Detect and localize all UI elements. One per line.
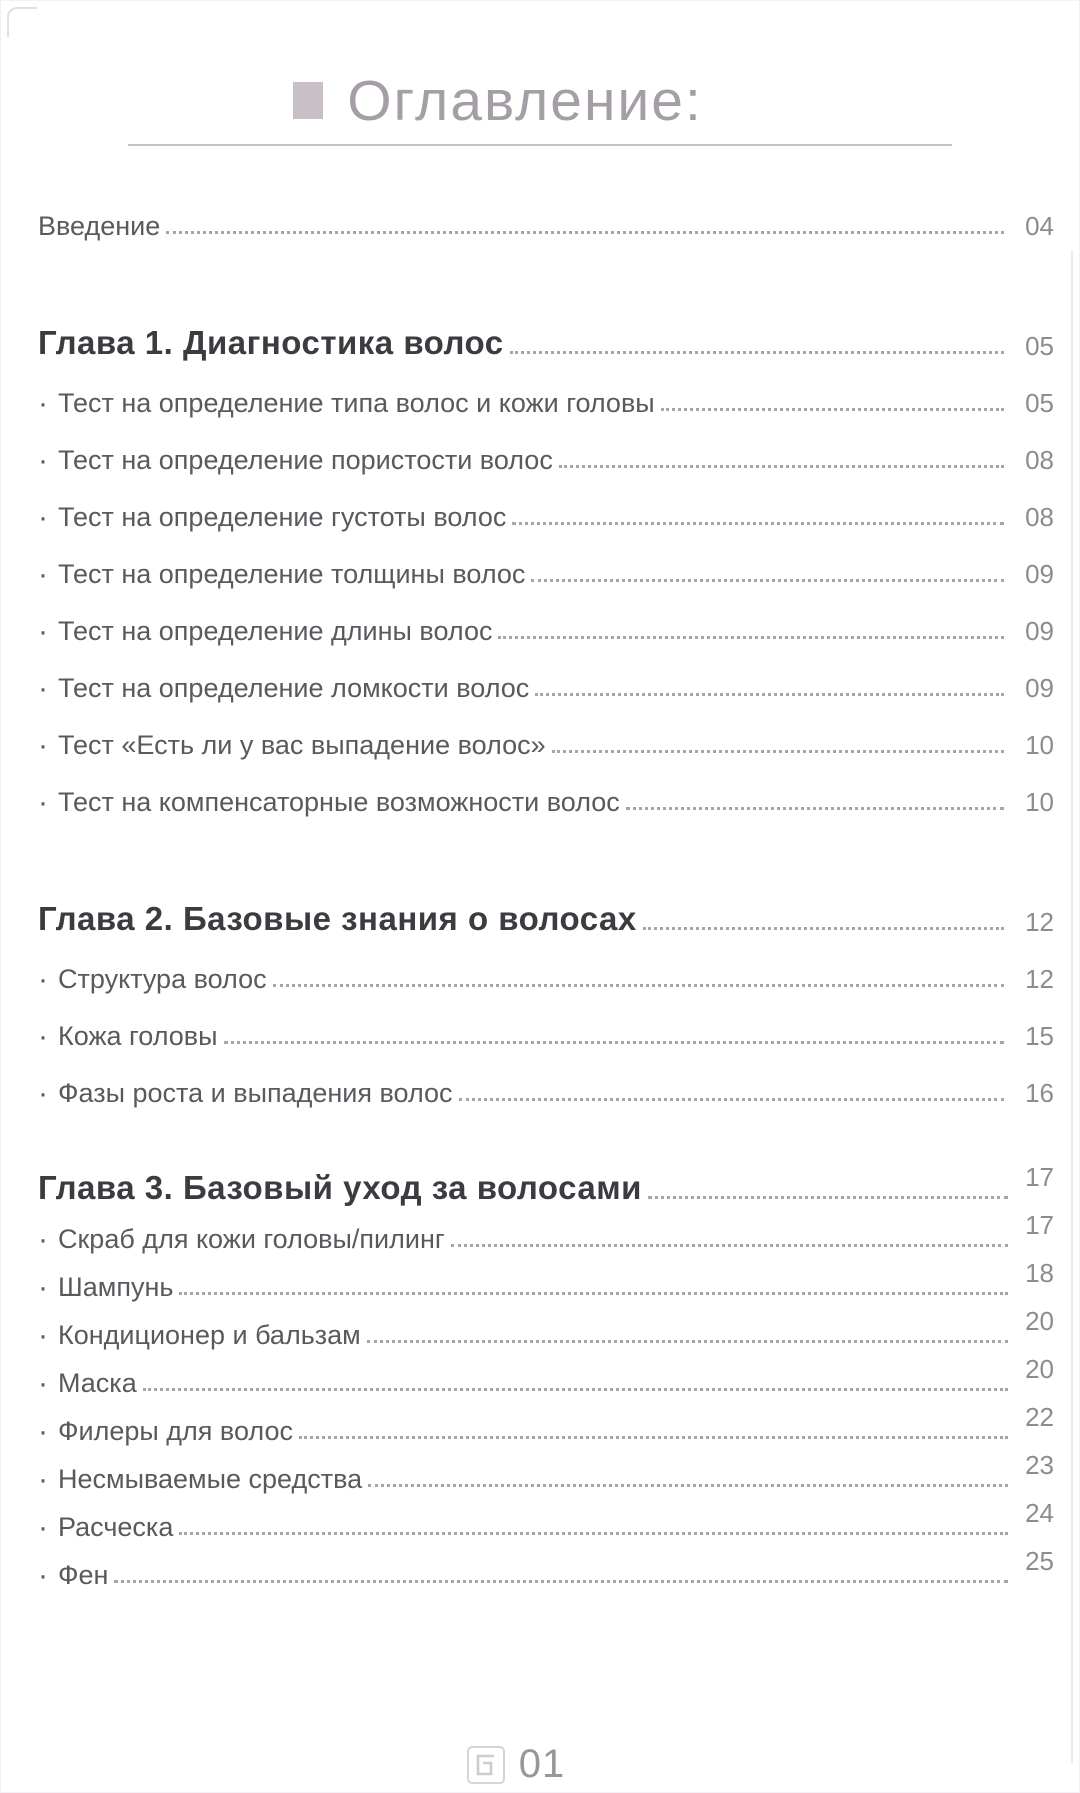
toc-item-label: Маска (58, 1368, 137, 1398)
toc-item-page: 10 (1025, 730, 1054, 760)
bullet-dot-icon: · (38, 786, 48, 819)
section-page: 05 (1025, 331, 1054, 361)
section-page: 12 (1025, 907, 1054, 937)
toc-item-label: Расческа (58, 1512, 174, 1542)
toc-item-page: 09 (1025, 616, 1054, 646)
bullet-dot-icon: · (38, 1271, 48, 1304)
toc-entry (38, 1450, 1054, 1498)
bullet-dot-icon: · (38, 501, 48, 534)
dot-leader (661, 408, 1004, 411)
toc-item-page: 18 (1025, 1258, 1054, 1288)
header-rule (128, 144, 952, 146)
dot-leader (531, 579, 1004, 582)
toc-item-page: 20 (1025, 1306, 1054, 1336)
section-header-row (38, 1162, 1054, 1210)
toc-item-label: Тест на определение длины волос (58, 616, 493, 646)
toc-item-page: 24 (1025, 1498, 1054, 1528)
toc-item-page: 23 (1025, 1450, 1054, 1480)
toc-entry (38, 941, 1054, 998)
toc-item-page: 10 (1025, 787, 1054, 817)
toc-header (293, 0, 703, 134)
toc-entry-label: Введение (38, 211, 161, 241)
toc-item-label: Скраб для кожи головы/пилинг (58, 1224, 445, 1254)
section-header-row (38, 301, 1054, 365)
toc-section (38, 301, 1054, 821)
dot-leader (367, 1340, 1008, 1343)
toc-item-label: Тест на компенсаторные возможности волос (58, 787, 620, 817)
section-page: 17 (1025, 1162, 1054, 1192)
toc-item-page: 22 (1025, 1402, 1054, 1432)
toc-item-label: Фазы роста и выпадения волос (58, 1078, 453, 1108)
toc-sections (38, 301, 1054, 1594)
dot-leader (626, 807, 1004, 810)
bullet-dot-icon: · (38, 729, 48, 762)
bullet-dot-icon: · (38, 1020, 48, 1053)
section-title: Глава 3. Базовый уход за волосами (38, 1169, 642, 1206)
section-header-row (38, 877, 1054, 941)
bullet-dot-icon: · (38, 1319, 48, 1352)
toc-item-label: Тест на определение типа волос и кожи головы (58, 388, 655, 418)
section-title: Глава 1. Диагностика волос (38, 324, 504, 361)
bullet-dot-icon: · (38, 1223, 48, 1256)
toc-list (0, 188, 1080, 1594)
toc-section (38, 1162, 1054, 1594)
dot-leader (552, 750, 1004, 753)
page-title: Оглавление: (347, 69, 703, 133)
dot-leader (299, 1436, 1008, 1439)
toc-item-page: 20 (1025, 1354, 1054, 1384)
bullet-dot-icon: · (38, 1415, 48, 1448)
toc-entry (38, 479, 1054, 536)
dot-leader (114, 1580, 1008, 1583)
toc-entry (38, 998, 1054, 1055)
dot-leader (512, 522, 1004, 525)
toc-entry (38, 1354, 1054, 1402)
toc-entry (38, 1306, 1054, 1354)
dot-leader (143, 1388, 1008, 1391)
bullet-dot-icon: · (38, 1511, 48, 1544)
dot-leader (166, 231, 1004, 234)
bullet-dot-icon: · (38, 1077, 48, 1110)
dot-leader (179, 1292, 1008, 1295)
toc-item-page: 12 (1025, 964, 1054, 994)
toc-item-label: Кондиционер и бальзам (58, 1320, 361, 1350)
toc-entry-intro (38, 188, 1054, 245)
toc-entry (38, 422, 1054, 479)
toc-entry (38, 536, 1054, 593)
toc-item-label: Филеры для волос (58, 1416, 293, 1446)
bullet-dot-icon: · (38, 387, 48, 420)
toc-item-label: Тест на определение пористости волос (58, 445, 553, 475)
toc-item-label: Структура волос (58, 964, 267, 994)
logo-icon (465, 1744, 507, 1786)
section-title: Глава 2. Базовые знания о волосах (38, 900, 637, 937)
toc-entry (38, 1210, 1054, 1258)
dot-leader (459, 1098, 1004, 1101)
bullet-dot-icon: · (38, 558, 48, 591)
dot-leader (451, 1244, 1008, 1247)
toc-item-label: Несмываемые средства (58, 1464, 363, 1494)
toc-item-label: Тест на определение густоты волос (58, 502, 507, 532)
toc-item-label: Тест на определение ломкости волос (58, 673, 530, 703)
title-square-icon (293, 82, 323, 119)
toc-entry-page: 04 (1025, 211, 1054, 241)
toc-entry (38, 365, 1054, 422)
bullet-dot-icon: · (38, 444, 48, 477)
bullet-dot-icon: · (38, 615, 48, 648)
toc-item-page: 16 (1025, 1078, 1054, 1108)
dot-leader (273, 984, 1004, 987)
toc-item-page: 25 (1025, 1546, 1054, 1576)
toc-entry (38, 1498, 1054, 1546)
bullet-dot-icon: · (38, 672, 48, 705)
toc-item-label: Тест «Есть ли у вас выпадение волос» (58, 730, 546, 760)
toc-entry (38, 1402, 1054, 1450)
dot-leader (559, 465, 1004, 468)
footer-page-number: 01 (518, 1742, 566, 1786)
toc-item-label: Шампунь (58, 1272, 174, 1302)
toc-entry (38, 1055, 1054, 1112)
page-footer (0, 1742, 1055, 1787)
dot-leader (648, 1196, 1008, 1199)
toc-entry (38, 1546, 1054, 1594)
bullet-dot-icon: · (38, 1463, 48, 1496)
dot-leader (510, 351, 1004, 354)
toc-item-page: 17 (1025, 1210, 1054, 1240)
dot-leader (179, 1532, 1008, 1535)
dot-leader (368, 1484, 1008, 1487)
toc-entry (38, 707, 1054, 764)
toc-entry (38, 764, 1054, 821)
toc-item-page: 05 (1025, 388, 1054, 418)
bullet-dot-icon: · (38, 1559, 48, 1592)
toc-item-page: 09 (1025, 559, 1054, 589)
toc-item-page: 15 (1025, 1021, 1054, 1051)
toc-item-label: Тест на определение толщины волос (58, 559, 526, 589)
toc-item-label: Кожа головы (58, 1021, 218, 1051)
bullet-dot-icon: · (38, 963, 48, 996)
toc-item-page: 08 (1025, 502, 1054, 532)
page-edge-artifact (1071, 250, 1073, 1763)
dot-leader (224, 1041, 1004, 1044)
toc-entry (38, 593, 1054, 650)
dot-leader (498, 636, 1004, 639)
toc-item-label: Фен (58, 1560, 109, 1590)
dot-leader (643, 927, 1004, 930)
page-corner-artifact (7, 7, 37, 37)
toc-entry (38, 650, 1054, 707)
bullet-dot-icon: · (38, 1367, 48, 1400)
toc-item-page: 08 (1025, 445, 1054, 475)
toc-section (38, 877, 1054, 1112)
toc-entry (38, 1258, 1054, 1306)
dot-leader (535, 693, 1004, 696)
toc-item-page: 09 (1025, 673, 1054, 703)
